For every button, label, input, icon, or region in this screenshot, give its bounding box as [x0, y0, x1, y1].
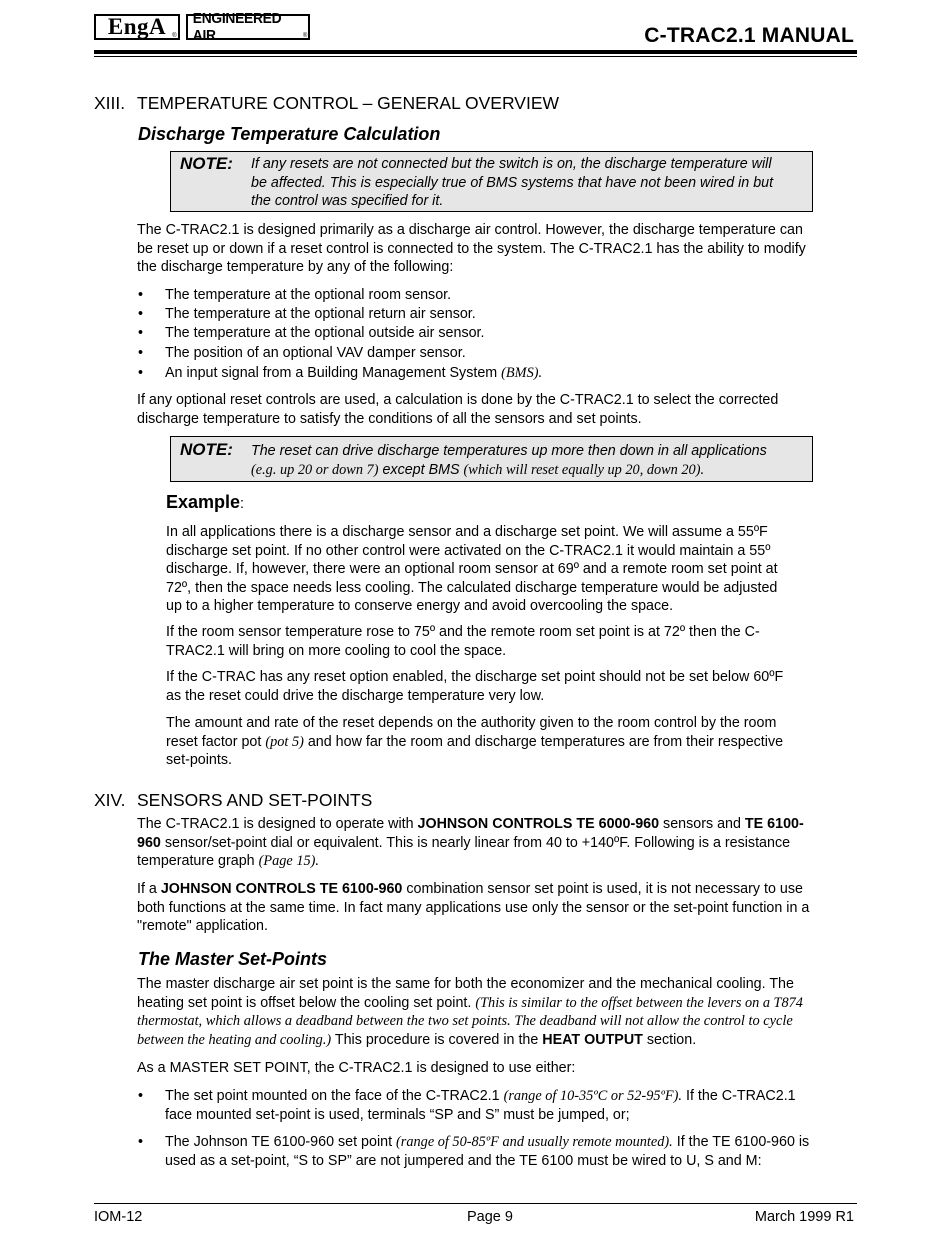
- list-item: The temperature at the optional room sensor.: [165, 287, 452, 303]
- note-label: NOTE:: [180, 154, 233, 173]
- bullet-dot: •: [138, 1134, 144, 1150]
- intro-paragraph: The C-TRAC2.1 is designed primarily as a discharge air control. However, the discharge temperature can be reset up or down if a reset control is connected to the system. The C-TRAC2.1 has the ability to modify the discharge temperature by any of the following:: [137, 222, 806, 275]
- engineered-air-logo: ENGINEERED AIR ®: [186, 14, 310, 40]
- footer-doc-id: IOM-12: [94, 1209, 143, 1225]
- note-text: The reset can drive discharge temperatures up more then down in all applications (e.g. up 20 or down 7) except BMS (which will reset equally up 20, down 20).: [251, 443, 767, 478]
- example-paragraph-1: In all applications there is a discharge sensor and a discharge set point. We will assume a 55ºF discharge set point. If no other control were activated on the C-TRAC2.1 it would maintain a 55º discharge. If, however, there were an optional room sensor at 69º and a remote room set point at 72º, then the space needs less cooling. The calculated discharge temperature would be adjusted up to a higher temperature to conserve energy and avoid overcooling the space.: [166, 524, 778, 614]
- example-paragraph-2: If the room sensor temperature rose to 75º and the remote room set point is at 72º then the C- TRAC2.1 will bring on more cooling to cool the space.: [166, 624, 760, 659]
- calculation-paragraph: If any optional reset controls are used, a calculation is done by the C-TRAC2.1 to select the corrected discharge temperature to satisfy the conditions of all the sensors and set points.: [137, 392, 779, 427]
- example-heading: Example:: [166, 492, 245, 512]
- note-label: NOTE:: [180, 440, 233, 459]
- bullet-dot: •: [138, 287, 144, 303]
- sensors-paragraph-2: If a JOHNSON CONTROLS TE 6100-960 combination sensor set point is used, it is not necessary to use both functions at the same time. In fact many applications use only the sensor or the set-point function in a "remote" application.: [137, 881, 810, 934]
- header-rule-thin: [94, 56, 857, 57]
- header-rule-thick: [94, 50, 857, 54]
- master-set-points-paragraph: The master discharge air set point is the same for both the economizer and the mechanical cooling. The heating set point is offset below the cooling set point. (This is similar to the offset between the levers on a T874 thermostat, which allows a deadband between the two set points. The deadband will not allow the control to cycle between the heating and cooling.) This procedure is covered in the HEAT OUTPUT section.: [137, 976, 803, 1048]
- bullet-dot: •: [138, 345, 144, 361]
- section-14-number: XIV.: [94, 790, 126, 810]
- sensors-paragraph-1: The C-TRAC2.1 is designed to operate with JOHNSON CONTROLS TE 6000-960 sensors and TE 6100- 960 sensor/set-point dial or equivalent. This is nearly linear from 40 to +140ºF. Following is a resistance temperature graph (Page 15).: [137, 816, 804, 869]
- section-14-title: SENSORS AND SET-POINTS: [137, 790, 373, 810]
- bullet-dot: •: [138, 306, 144, 322]
- master-set-point-intro: As a MASTER SET POINT, the C-TRAC2.1 is designed to use either:: [137, 1060, 576, 1076]
- section-13-number: XIII.: [94, 93, 126, 113]
- footer-page-number: Page 9: [467, 1209, 513, 1225]
- note-text: If any resets are not connected but the switch is on, the discharge temperature will be affected. This is especially true of BMS systems that have not been wired in but the control was specified for it.: [251, 156, 774, 209]
- list-item: The temperature at the optional return air sensor.: [165, 306, 476, 322]
- footer-date: March 1999 R1: [754, 1209, 854, 1225]
- list-item: The set point mounted on the face of the C-TRAC2.1 (range of 10-35ºC or 52-95ºF). If the C-TRAC2.1 face mounted set-point is used, terminals “SP and S” must be jumped, or;: [165, 1088, 796, 1123]
- bullet-dot: •: [138, 1088, 144, 1104]
- enga-logo: EngA ®: [94, 14, 180, 40]
- example-paragraph-3: If the C-TRAC has any reset option enabled, the discharge set point should not be set below 60ºF as the reset could drive the discharge temperature very low.: [166, 669, 784, 704]
- manual-title: C-TRAC2.1 MANUAL: [644, 24, 854, 47]
- example-paragraph-4: The amount and rate of the reset depends on the authority given to the room control by the room reset factor pot (pot 5) and how far the room and discharge temperatures are from their respective set-points.: [166, 715, 784, 768]
- section-13-subtitle: Discharge Temperature Calculation: [138, 124, 441, 144]
- list-item: The Johnson TE 6100-960 set point (range of 50-85ºF and usually remote mounted). If the TE 6100-960 is used as a set-point, “S to SP” are not jumpered and the TE 6100 must be wired to U, S and M:: [165, 1134, 810, 1169]
- master-set-points-subtitle: The Master Set-Points: [138, 949, 328, 969]
- note-box-1: [170, 151, 813, 212]
- list-item: The temperature at the optional outside air sensor.: [165, 325, 485, 341]
- list-item: An input signal from a Building Management System (BMS).: [165, 365, 543, 381]
- bullet-dot: •: [138, 325, 144, 341]
- note-box-2: [170, 436, 813, 482]
- section-13-title: TEMPERATURE CONTROL – GENERAL OVERVIEW: [137, 93, 560, 113]
- footer-rule: [94, 1203, 857, 1204]
- list-item: The position of an optional VAV damper sensor.: [165, 345, 466, 361]
- bullet-dot: •: [138, 365, 144, 381]
